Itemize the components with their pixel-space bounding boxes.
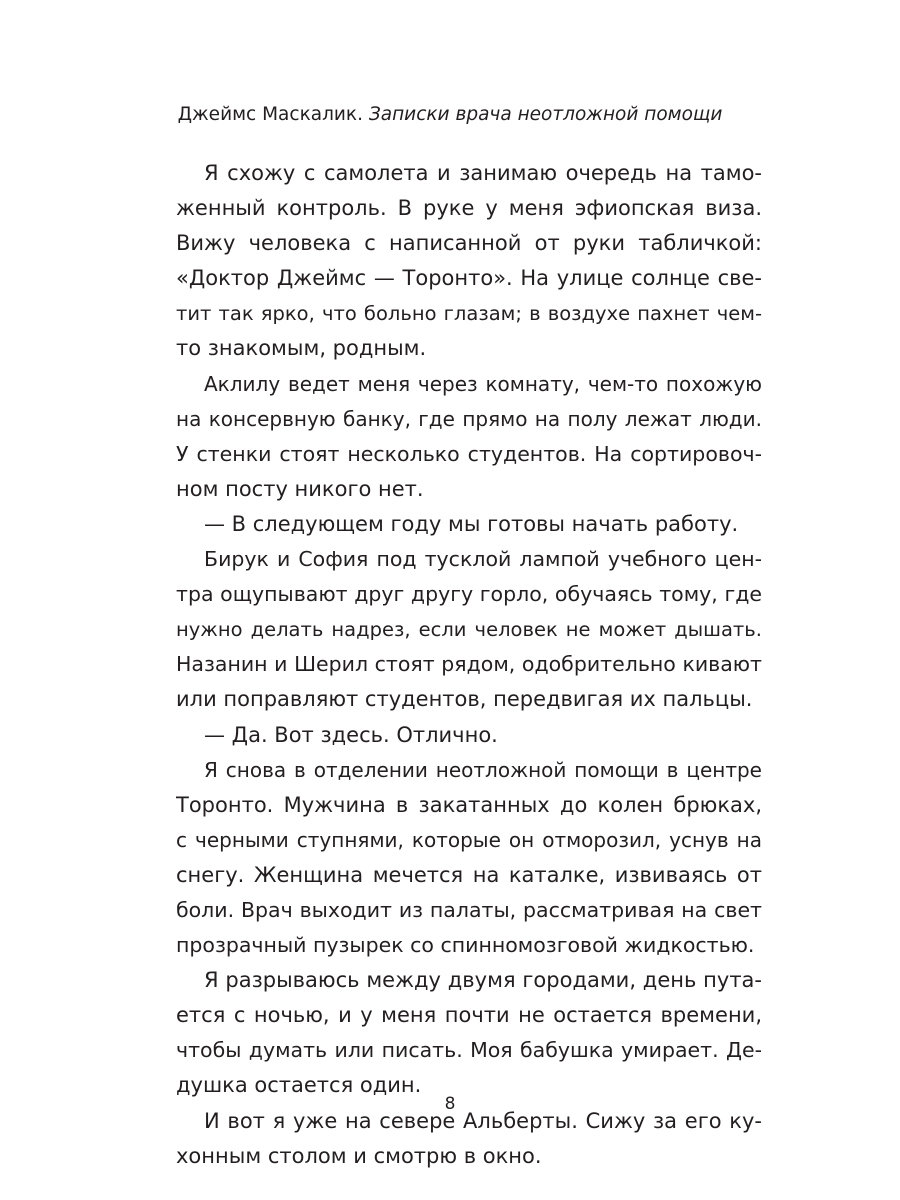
text-line: Назанин и Шерил стоят рядом, одобрительно кивают [176, 652, 762, 677]
text-line: с черными ступнями, которые он отморозил, уснув на [176, 827, 762, 852]
running-head-author: Джеймс Маскалик. [177, 104, 363, 125]
text-line: Я схожу с самолета и занимаю очередь на тамо- [204, 161, 762, 185]
text-line: тит так ярко, что больно глазам; в воздухе пахнет чем- [176, 302, 762, 326]
body-text [176, 156, 762, 1174]
text-line: Аклилу ведет меня через комнату, чем-то похожую [204, 371, 762, 396]
text-line: прозрачный пузырек со спинномозговой жидкостью. [176, 933, 755, 958]
text-line: Бирук и София под тусклой лампой учебного цен- [204, 547, 762, 572]
text-line: Вижу человека с написанной от руки табличкой: [176, 231, 762, 256]
text-line: тра ощупывают друг другу горло, обучаясь тому, где [176, 582, 762, 607]
text-line: чтобы думать или писать. Моя бабушка умирает. Де- [176, 1038, 762, 1063]
text-line: то знакомым, родным. [176, 336, 427, 361]
text-line: душка остается один. [176, 1073, 422, 1098]
text-line: снегу. Женщина мечется на каталке, извиваясь от [176, 862, 762, 887]
text-line: хонным столом и смотрю в окно. [176, 1143, 542, 1168]
text-line: ется с ночью, и у меня почти не остается времени, [176, 1003, 762, 1028]
text-line: У стенки стоят несколько студентов. На сортировоч- [176, 441, 762, 466]
text-line: Я разрываюсь между двумя городами, день пута- [204, 968, 762, 993]
text-line: на консервную банку, где прямо на полу лежат люди. [176, 406, 762, 431]
text-line: боли. Врач выходит из палаты, рассматривая на свет [176, 897, 762, 922]
text-line: Торонто. Мужчина в закатанных до колен брюках, [176, 792, 762, 817]
text-line: — В следующем году мы готовы начать работу. [204, 511, 739, 536]
running-head [0, 102, 900, 128]
text-line: или поправляют студентов, передвигая их пальцы. [176, 687, 753, 712]
text-line: И вот я уже на севере Альберты. Сижу за его ку- [204, 1108, 762, 1133]
running-head-book-title: Записки врача неотложной помощи [368, 104, 723, 125]
text-line: Я снова в отделении неотложной помощи в центре [204, 757, 762, 782]
page-number: 8 [444, 1094, 456, 1114]
text-line: ном посту никого нет. [176, 476, 424, 501]
text-line: — Да. Вот здесь. Отлично. [204, 722, 498, 747]
text-line: женный контроль. В руке у меня эфиопская виза. [176, 196, 762, 221]
text-line: «Доктор Джеймс — Торонто». На улице солнце све- [176, 266, 762, 291]
text-line: нужно делать надрез, если человек не может дышать. [176, 618, 762, 642]
